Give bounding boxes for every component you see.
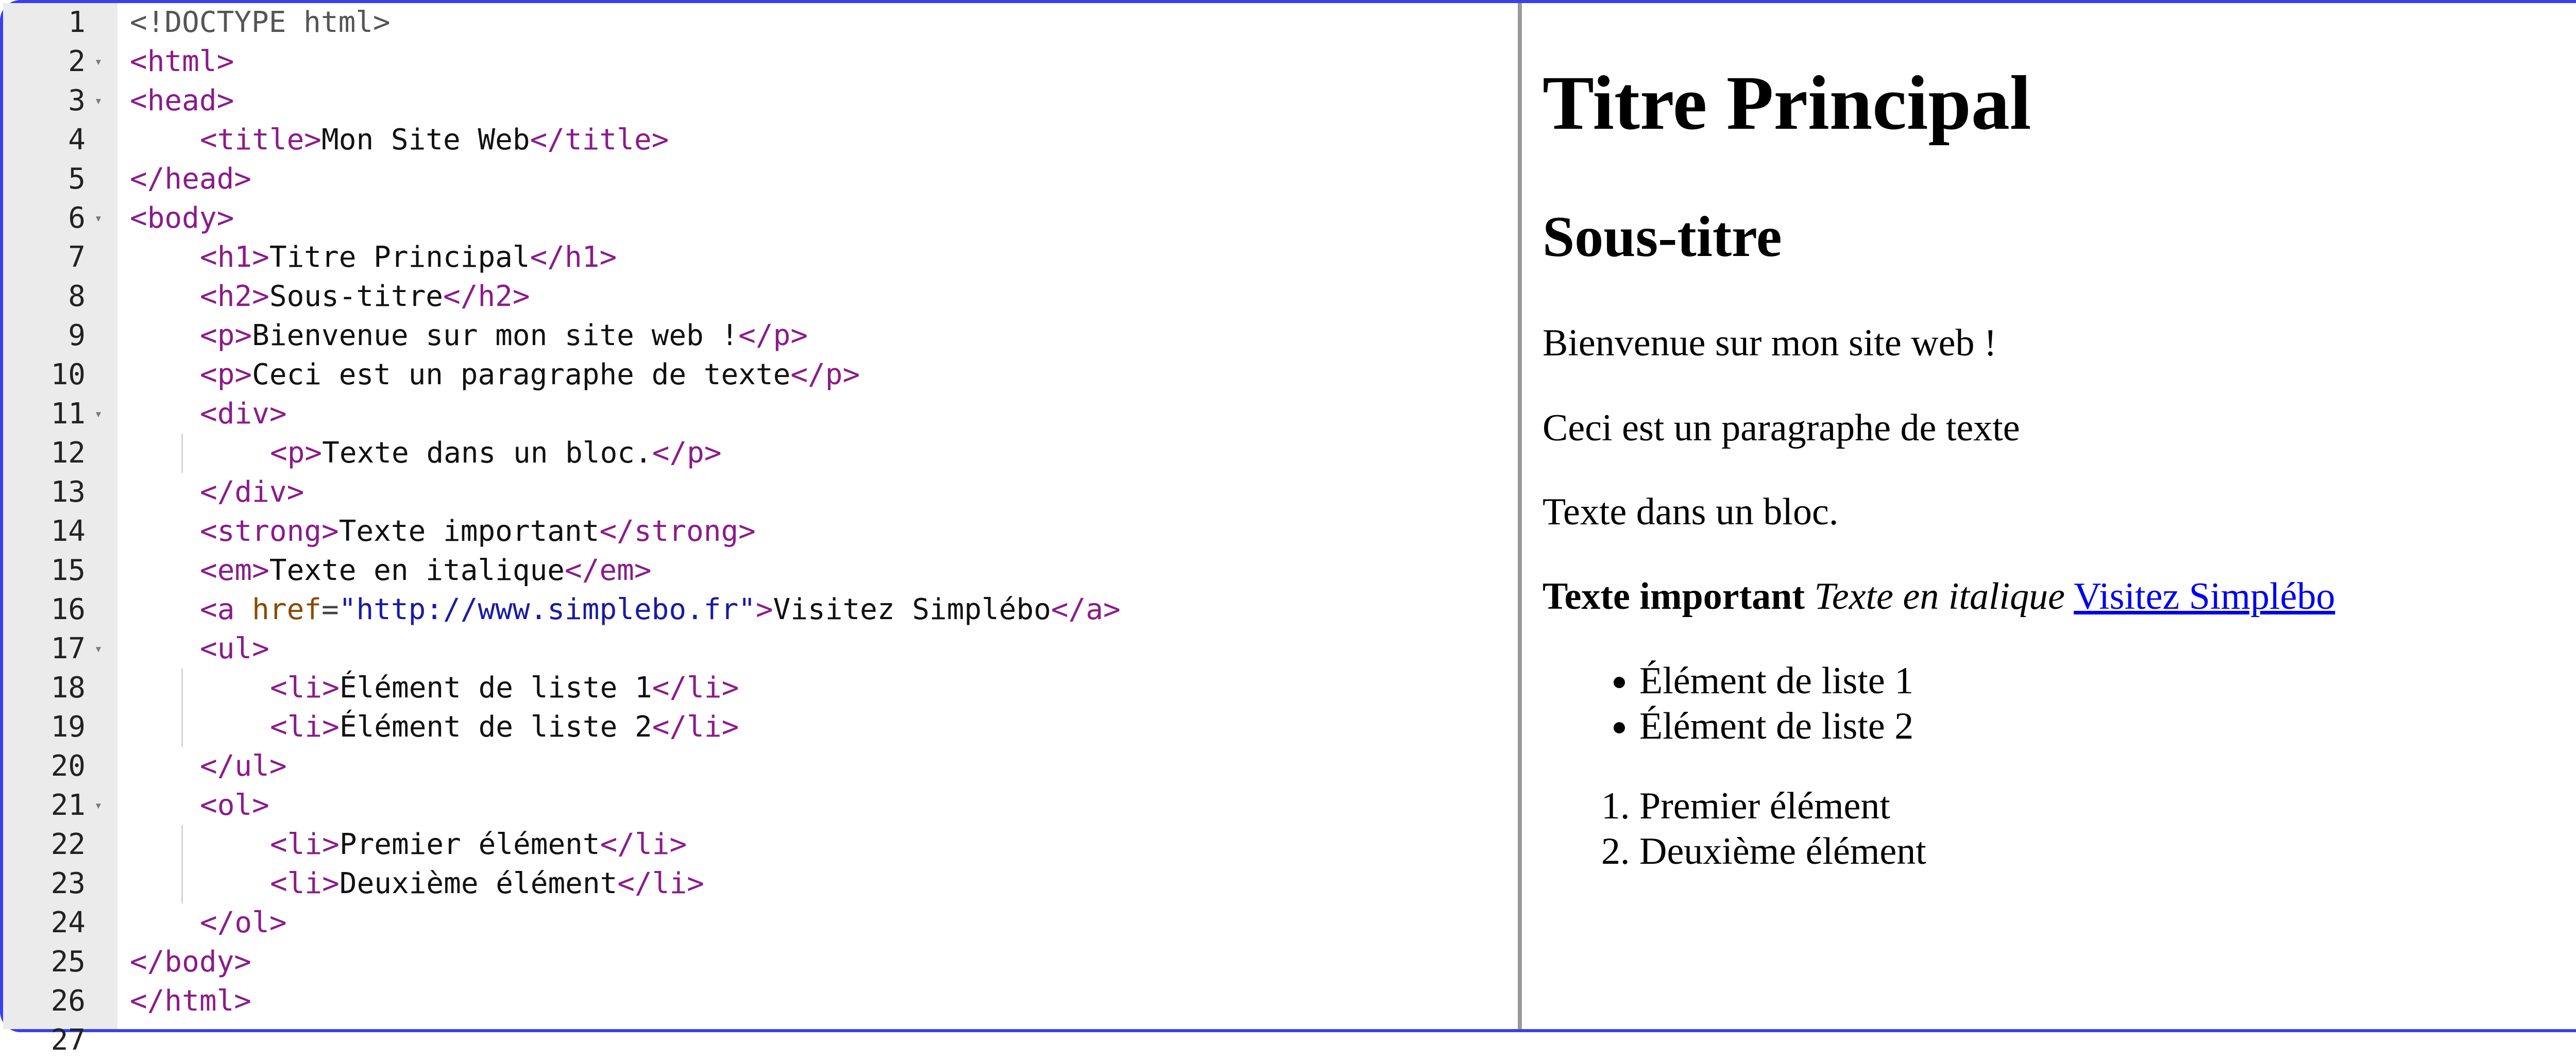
line-number: 9 [68,319,86,352]
code-content [130,982,251,1021]
preview-heading-1: Titre Principal [1543,60,2031,146]
code-content [200,395,287,434]
code-token: Élément de liste 1 [339,671,652,705]
line-number: 15 [50,554,86,587]
code-token: </li> [652,671,739,705]
code-lines [3,3,1518,1060]
code-token: <head> [130,84,234,117]
line-number: 6 [68,201,86,235]
line-number: 7 [68,241,86,274]
code-token: Premier élément [339,828,600,861]
code-token: </p> [738,319,808,352]
code-token: Mon Site Web [321,123,530,157]
code-line[interactable] [3,81,1518,121]
code-token: <li> [270,867,340,900]
code-content [200,629,269,669]
line-number: 5 [68,162,86,196]
code-token: </p> [652,436,722,470]
line-number: 27 [50,1023,86,1057]
code-token: </body> [130,945,252,979]
code-content [130,160,251,199]
code-token: <h2> [200,280,269,313]
code-line[interactable] [3,473,1518,512]
line-number: 16 [50,593,86,626]
code-token: <li> [270,710,340,744]
list-item: 2. Deuxième élément [1639,829,1926,874]
code-token: <li> [270,671,340,705]
split-divider[interactable] [1518,3,1522,1029]
line-number: 23 [50,867,86,900]
preview-italic-text: Texte en italique [1814,575,2065,618]
code-line[interactable] [3,590,1518,629]
code-line[interactable] [3,199,1518,238]
code-content [270,825,687,864]
code-token: <body> [130,201,234,235]
code-line[interactable] [3,551,1518,590]
code-line[interactable] [3,160,1518,199]
code-content [200,121,669,160]
preview-pane [1522,3,2576,1029]
code-content [200,512,756,551]
fold-toggle-icon[interactable]: ▾ [94,211,103,226]
line-number: 3 [68,84,86,117]
fold-toggle-icon[interactable]: ▾ [94,93,103,109]
code-content [200,903,287,943]
code-line[interactable] [3,864,1518,903]
fold-toggle-icon[interactable]: ▾ [94,54,103,70]
code-line[interactable] [3,1021,1518,1060]
line-number: 4 [68,123,86,157]
code-token: Texte important [338,515,600,548]
code-content [270,669,739,708]
list-item: • Élément de liste 2 [1639,704,1913,749]
code-content [270,434,722,473]
fold-toggle-icon[interactable]: ▾ [94,798,103,813]
line-number: 19 [50,710,86,744]
preview-paragraph-welcome: Bienvenue sur mon site web ! [1543,322,1997,364]
code-token: <em> [200,554,269,587]
line-number: 20 [50,749,86,783]
code-content [200,238,617,277]
code-content [200,747,287,786]
line-number: 14 [50,515,86,548]
code-token: </li> [652,710,739,744]
code-line[interactable] [3,903,1518,943]
code-token: <div> [200,397,287,431]
code-editor[interactable] [3,3,1518,1057]
code-token: </h1> [530,241,617,274]
preview-heading-2: Sous-titre [1543,205,1782,269]
code-line[interactable] [3,395,1518,434]
line-number: 8 [68,280,86,313]
code-token: Élément de liste 2 [339,710,652,744]
code-line[interactable] [3,277,1518,316]
code-content [130,42,234,81]
code-token: <ol> [200,789,269,822]
code-content [130,81,234,121]
code-content [130,943,251,982]
code-line[interactable] [3,434,1518,473]
line-number: 25 [50,945,86,979]
code-token: <strong> [200,515,339,548]
code-line[interactable] [3,512,1518,551]
line-number: 1 [68,6,86,39]
code-token: </html> [130,984,252,1018]
code-token: href [252,593,322,626]
code-token: </strong> [599,515,756,548]
code-token: <li> [270,828,340,861]
indent-guide [181,669,183,708]
code-token: Visitez Simplébo [773,593,1052,626]
code-line[interactable] [3,669,1518,708]
code-content [270,708,739,747]
code-content [130,3,391,42]
code-token: </li> [617,867,704,900]
code-token: </a> [1051,593,1121,626]
line-number: 24 [50,906,86,939]
code-token: <p> [270,436,323,470]
code-content [200,551,652,590]
code-content [130,199,234,238]
code-token: <h1> [200,241,269,274]
indent-guide [181,708,183,747]
list-item: 1. Premier élément [1639,783,1926,829]
indent-guide [181,434,183,473]
preview-bullet-list [1543,658,1913,749]
code-line[interactable] [3,3,1518,42]
code-content [200,473,304,512]
code-token: <!DOCTYPE html> [130,6,391,39]
code-token: </li> [600,828,687,861]
code-line[interactable] [3,42,1518,81]
code-content [200,316,808,355]
code-content [200,786,269,825]
code-token: <a [200,593,252,626]
preview-numbered-list [1543,783,1926,874]
code-token: = [321,593,339,626]
code-line[interactable] [3,355,1518,395]
line-number: 11 [50,397,86,431]
line-number: 21 [50,789,86,822]
code-token: <html> [130,45,234,78]
code-token: Texte dans un bloc. [322,436,652,470]
code-line[interactable] [3,825,1518,864]
code-line[interactable] [3,316,1518,355]
line-number: 22 [50,828,86,861]
code-line[interactable] [3,708,1518,747]
code-line[interactable] [3,121,1518,160]
line-number: 10 [50,358,86,391]
line-number: 2 [68,45,86,78]
code-token: Ceci est un paragraphe de texte [252,358,791,391]
line-number: 13 [50,475,86,509]
code-content [200,277,530,316]
code-token: > [755,593,773,626]
code-line[interactable] [3,238,1518,277]
preview-block-paragraph: Texte dans un bloc. [1543,491,1839,533]
code-token: <p> [200,319,252,352]
code-token: <p> [200,358,252,391]
line-number: 18 [50,671,86,705]
code-content [200,355,860,395]
code-token: Sous-titre [269,280,444,313]
code-token: </h2> [443,280,530,313]
list-item: • Élément de liste 1 [1639,658,1913,704]
preview-paragraph-text: Ceci est un paragraphe de texte [1543,407,2020,449]
code-token: Bienvenue sur mon site web ! [252,319,739,352]
fold-toggle-icon[interactable]: ▾ [94,641,103,657]
code-content [200,590,1121,629]
code-token: </title> [530,123,669,157]
code-token: "http://www.simplebo.fr" [338,593,756,626]
indent-guide [181,864,183,903]
code-line[interactable] [3,786,1518,825]
code-token: Texte en italique [269,554,565,587]
preview-inline-line [1543,571,2335,622]
code-token: </ol> [200,906,287,939]
code-line[interactable] [3,943,1518,982]
code-token: </head> [130,162,252,196]
code-line[interactable] [3,629,1518,669]
line-number: 26 [50,984,86,1018]
code-content [270,864,704,903]
code-token: <title> [200,123,322,157]
code-token: Deuxième élément [339,867,618,900]
code-line[interactable] [3,747,1518,786]
line-number: 17 [50,632,86,665]
preview-strong-text: Texte important [1543,575,1805,618]
code-line[interactable] [3,982,1518,1021]
indent-guide [181,825,183,864]
code-token: </ul> [200,749,287,783]
fold-toggle-icon[interactable]: ▾ [94,406,103,422]
code-token: </em> [565,554,652,587]
line-number: 12 [50,436,86,470]
code-token: </div> [200,475,304,509]
code-token: </p> [790,358,860,391]
code-token: <ul> [200,632,269,665]
code-token: Titre Principal [269,241,530,274]
preview-link[interactable]: Visitez Simplébo [2074,575,2335,618]
